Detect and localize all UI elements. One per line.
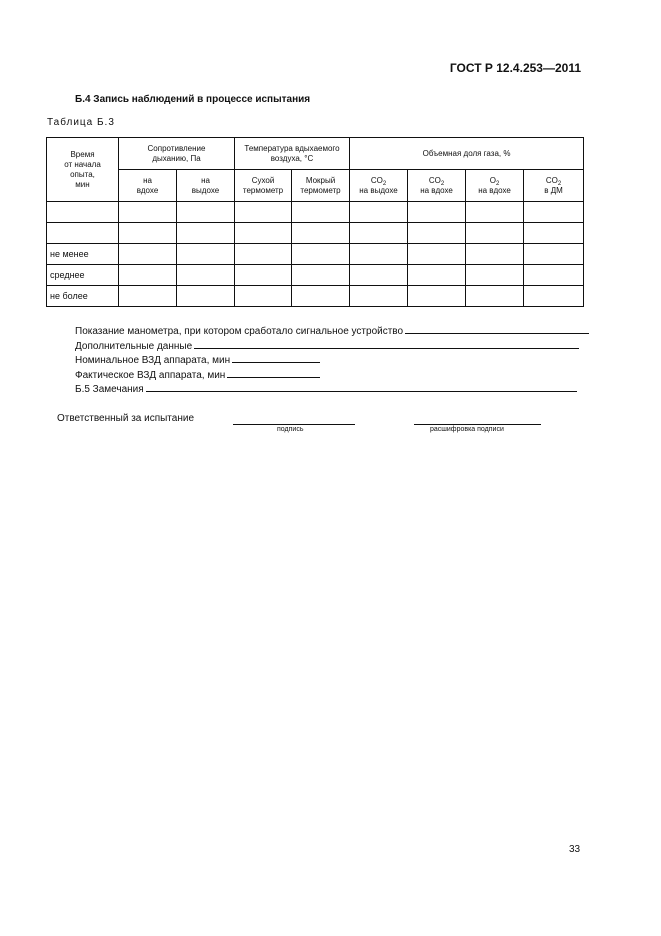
signature-decode-caption: расшифровка подписи: [430, 426, 504, 433]
subheader-co2-inhale: $CO_2$ на вдохе: [408, 170, 466, 202]
field-actual: Фактическое ВЗД аппарата, мин: [75, 367, 589, 382]
field-additional-line[interactable]: [194, 338, 579, 349]
responsible-label: Ответственный за испытание: [57, 413, 195, 424]
field-nominal: Номинальное ВЗД аппарата, мин: [75, 352, 589, 367]
subheader-dry-thermometer: Сухой термометр: [235, 170, 292, 202]
header-time: Время от начала опыта, мин: [47, 138, 119, 202]
table-header-row: [47, 138, 584, 170]
subheader-o2-inhale: $O_2$ на вдохе: [466, 170, 524, 202]
row-label-max: не более: [47, 286, 119, 307]
field-manometer-line[interactable]: [405, 323, 589, 334]
field-remarks: Б.5 Замечания: [75, 381, 589, 396]
subheader-exhale: на выдохе: [177, 170, 235, 202]
subheader-co2-exhale: $CO_2$ на выдохе: [350, 170, 408, 202]
subheader-inhale: на вдохе: [119, 170, 177, 202]
subheader-co2-dm: $CO_2$ в ДМ: [524, 170, 584, 202]
row-label-avg: среднее: [47, 265, 119, 286]
header-temperature: Температура вдыхаемого воздуха, °C: [235, 138, 350, 170]
header-gas-fraction: Объемная доля газа, %: [350, 138, 584, 170]
row-label-min: не менее: [47, 244, 119, 265]
field-nominal-line[interactable]: [232, 352, 320, 363]
table-row: [47, 244, 584, 265]
page-number: 33: [569, 844, 581, 855]
table-row: [47, 286, 584, 307]
observation-fields: [75, 323, 589, 396]
document-code: ГОСТ Р 12.4.253—2011: [449, 61, 581, 75]
field-actual-line[interactable]: [227, 367, 320, 378]
signature-line[interactable]: [233, 424, 355, 425]
field-manometer: Показание манометра, при котором сработало сигнальное устройство: [75, 323, 589, 338]
table-row: [47, 265, 584, 286]
signature-caption: подпись: [277, 426, 304, 433]
field-remarks-line[interactable]: [146, 381, 577, 392]
signature-decode-line[interactable]: [414, 424, 541, 425]
table-caption: Таблица Б.3: [47, 117, 115, 128]
table-row: [47, 202, 584, 223]
header-resistance: Сопротивление дыханию, Па: [119, 138, 235, 170]
section-title: Б.4 Запись наблюдений в процессе испытания: [75, 94, 311, 105]
observation-table: [46, 137, 584, 307]
table-row: [47, 223, 584, 244]
row-label: [47, 223, 119, 244]
table-subheader-row: [47, 170, 584, 202]
field-additional: Дополнительные данные: [75, 338, 589, 353]
row-label: [47, 202, 119, 223]
subheader-wet-thermometer: Мокрый термометр: [292, 170, 350, 202]
